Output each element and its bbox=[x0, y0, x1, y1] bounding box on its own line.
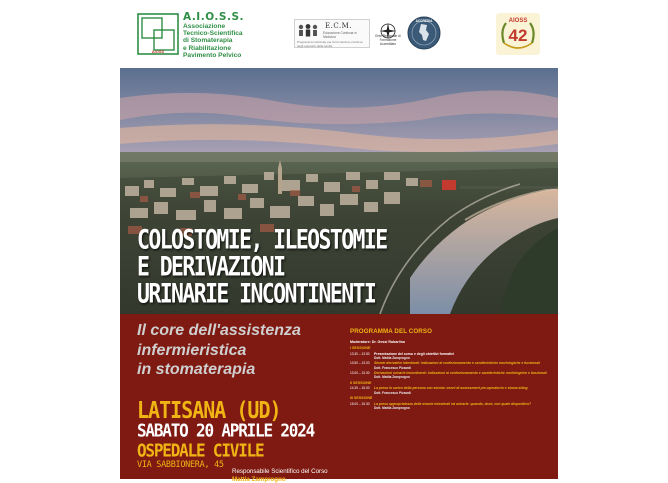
aioss-subtitle-4: e Riabilitazione bbox=[183, 44, 231, 52]
accredia-seal-icon bbox=[407, 14, 441, 52]
program-item-speaker: Dott. Mattia Zamprogno bbox=[374, 355, 410, 360]
course-program bbox=[350, 328, 550, 411]
scientific-responsible-label: Responsabile Scientifico del Corso bbox=[232, 468, 328, 475]
session-label: III SESSIONE bbox=[350, 396, 373, 401]
program-item-text: Stomie derivative intestinali: indicazioni al confezionamento e caratteristiche morfologiche e funzionali bbox=[374, 361, 540, 366]
session-label: II SESSIONE bbox=[350, 380, 372, 385]
program-item-speaker: Dott. Francesco Pizzardi bbox=[374, 365, 412, 370]
aioss-logo-label: AIOSS bbox=[151, 49, 165, 54]
program-item-speaker: Dott. Francesco Pizzardi bbox=[374, 390, 412, 395]
ecm-subtitle: Educazione Continua in Medicina bbox=[323, 31, 357, 39]
course-subtitle-line-2: infermieristica bbox=[137, 341, 247, 359]
ecm-label: E.C.M. bbox=[325, 22, 353, 30]
program-item-time: 15.00 – 15.30 bbox=[350, 401, 370, 406]
ecm-footer: Programma nazionale per la formazione continua degli operatori della sanità bbox=[297, 40, 363, 48]
course-subtitle-line-1: Il core dell'assistenza bbox=[137, 322, 301, 339]
program-item bbox=[350, 402, 550, 411]
program-item-text: La presa in carico della persona con stomia: cenni di assessment pre-operatorio e stoma siting bbox=[374, 386, 528, 391]
course-subtitle-line-3: in stomaterapia bbox=[137, 361, 256, 378]
course-title-line-1: COLOSTOMIE, ILEOSTOMIE bbox=[137, 225, 387, 257]
accredia-label: ACCREDIA bbox=[415, 19, 433, 23]
course-title-line-3: URINARIE INCONTINENTI bbox=[137, 279, 376, 311]
aioss-42-number: 42 bbox=[508, 26, 528, 45]
program-item-speaker: Dott. Mattia Zamprogno bbox=[374, 375, 410, 380]
program-item-speaker: Dott. Mattia Zamprogno bbox=[374, 405, 410, 410]
event-date: SABATO 20 APRILE 2024 bbox=[137, 420, 315, 441]
event-details-band bbox=[120, 314, 558, 483]
course-title-line-2: E DERIVAZIONI bbox=[137, 252, 285, 284]
people-icon bbox=[297, 23, 319, 37]
aioss-42-emblem-icon bbox=[496, 13, 540, 55]
aioss-subtitle-2: Tecnico-Scientifica bbox=[183, 30, 243, 38]
course-title bbox=[137, 225, 387, 311]
ecm-logo bbox=[294, 19, 370, 48]
session-label: I SESSIONE bbox=[350, 346, 371, 350]
program-item-text: Derivazioni urinarie incontinenti: indicazioni al confezionamento e caratteristiche morfologiche e funzionali bbox=[374, 371, 547, 376]
program-item-text: Presentazione del corso e degli obiettivi formativi bbox=[374, 351, 454, 356]
event-city: LATISANA (UD) bbox=[137, 396, 281, 424]
aioss-logo-icon bbox=[137, 13, 179, 55]
scientific-responsible-name: Mattia Zamprogno bbox=[232, 476, 286, 483]
event-street: VIA SABBIONERA, 45 bbox=[137, 460, 224, 470]
course-flyer bbox=[120, 0, 558, 483]
program-item-time: 13.00 – 13.30 bbox=[350, 371, 370, 376]
aioss-subtitle-3: di Stomaterapia bbox=[183, 37, 233, 45]
program-item-time: 13.50 – 13.00 bbox=[350, 361, 370, 366]
logo-header bbox=[120, 0, 558, 68]
program-item bbox=[350, 361, 550, 370]
program-item-text: La presa appropriatezza delle stomie intestinali ed urinarie: quando, dove, con quale dispositivo? bbox=[374, 401, 532, 406]
aioss-title: A.I.O.S.S. bbox=[183, 11, 244, 23]
provider-text: Ente Regionale di Formazione Accreditato bbox=[375, 34, 401, 46]
program-item bbox=[350, 352, 550, 361]
program-item bbox=[350, 371, 550, 380]
aioss-subtitle-1: Associazione bbox=[183, 23, 226, 30]
aioss-42-top-label: AIOSS bbox=[508, 18, 528, 24]
event-venue: OSPEDALE CIVILE bbox=[137, 440, 264, 461]
program-item-time: 14.30 – 15.00 bbox=[350, 386, 370, 391]
program-title: PROGRAMMA DEL CORSO bbox=[350, 328, 432, 335]
course-subtitle bbox=[137, 321, 301, 380]
aioss-subtitle-5: Pavimento Pelvico bbox=[183, 51, 242, 59]
program-item-time: 13.30 – 13.50 bbox=[350, 351, 370, 356]
program-moderator: Moderatore: Dr. Gessi Rubarlino bbox=[350, 340, 406, 344]
aioss-name-block bbox=[183, 11, 244, 59]
program-item bbox=[350, 386, 550, 395]
